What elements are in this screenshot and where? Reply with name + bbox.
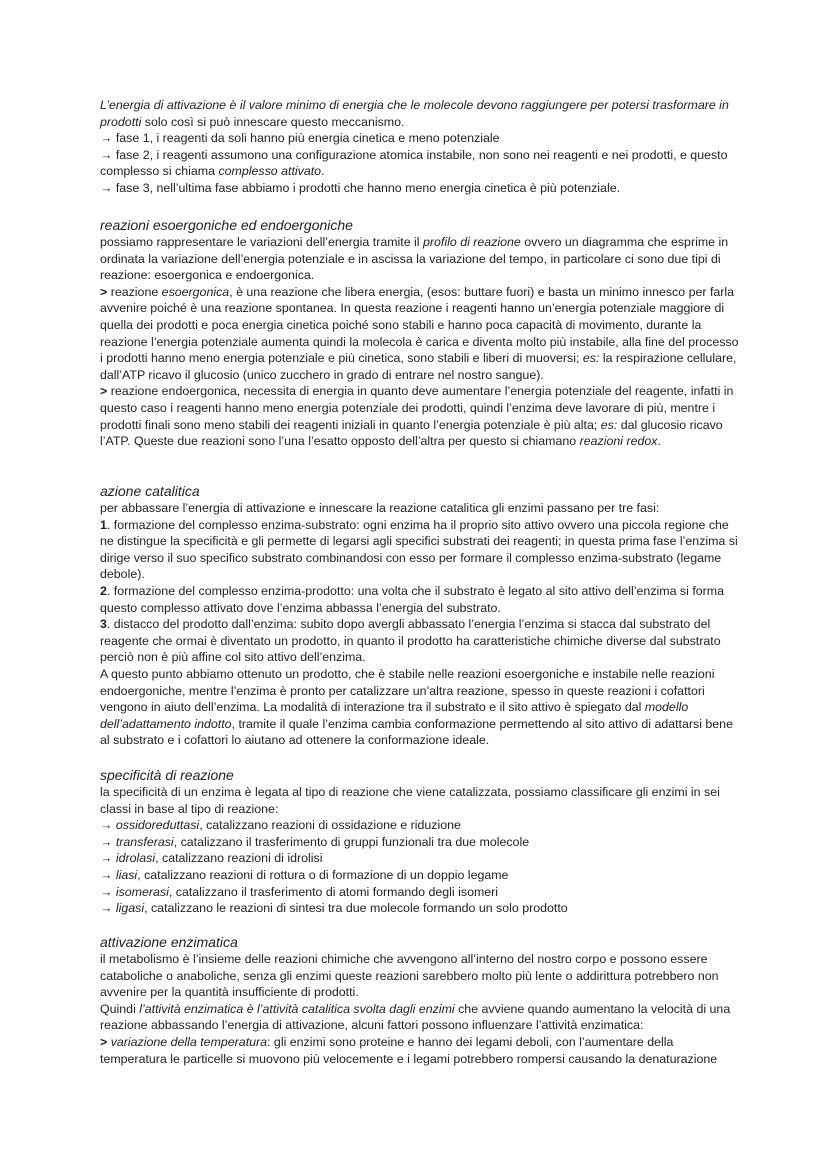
definition-tail: solo così si può innescare questo meccanismo. xyxy=(141,114,405,129)
list-item xyxy=(100,817,740,834)
section-attivazione-enzimatica xyxy=(100,933,740,1067)
phase-2 xyxy=(100,147,740,180)
paragraph xyxy=(100,1001,740,1034)
paragraph xyxy=(100,284,740,384)
text: . xyxy=(657,434,661,449)
term: esoergonica xyxy=(161,284,230,299)
paragraph: per abbassare l’energia di attivazione e innescare la reazione catalitica gli enzimi passano per tre fasi: xyxy=(100,501,660,515)
text: , catalizzano reazioni di idrolisi xyxy=(155,851,323,866)
arrow: → xyxy=(100,867,116,882)
text: : gli enzimi sono proteine e hanno dei legami deboli, con l’aumentare della temperatura le particelle si muovono più velocemente e i legami potrebbero rompersi causando la denaturazione xyxy=(100,1034,718,1066)
text: , è una reazione che libera energia, (esos: buttare fuori) e basta un minimo innesco per farla avvenire poiché è una reazione spontanea. In questa reazione i reagenti hanno un’energia potenziale maggiore di quella dei prodotti e poca energia cinetica poiché sono stabili e hanno poca capacità di movimento, durante la reazione l’energia potenziale aumenta quindi la molecola è carica e diventa molto più instabile, alla fine del processo i prodotti hanno meno energia potenziale e più cinetica, sono stabili e liberi di muoversi; xyxy=(100,284,739,366)
term: liasi xyxy=(115,867,138,882)
paragraph: la specificità di un enzima è legata al tipo di reazione che viene catalizzata, possiamo classificare gli enzimi in sei classi in base al tipo di reazione: xyxy=(100,785,720,816)
text: , tramite il quale l’enzima cambia conformazione permettendo al sito attivo di adattarsi bene al substrato e i cofattori lo aiutano ad ottenere la conformazione ideale. xyxy=(100,716,733,748)
term: idrolasi xyxy=(115,851,156,866)
text: reazione endoergonica, necessita di energia in quanto deve aumentare l’energia potenziale del reagente, infatti in questo caso i reagenti hanno meno energia potenziale dei prodotti, quindi l’enzima deve lavorare di più, mentre i prodotti finali sono meno stabili dei reagenti iniziali in quanto l’energia potenziale è più alta; xyxy=(100,384,734,432)
section-azione-catalitica xyxy=(100,482,740,749)
phase-2-text: → fase 2, i reagenti assumono una configurazione atomica instabile, non sono nei reagenti e nei prodotti, e questo complesso si chiama xyxy=(100,147,728,179)
text: . formazione del complesso enzima-prodotto: una volta che il substrato è legato al sito attivo dell’enzima si forma questo complesso attivato dove l’enzima abbassa l’energia del substrato. xyxy=(100,583,724,615)
text: . formazione del complesso enzima-substrato: ogni enzima ha il proprio sito attivo ovvero una piccola regione che ne distingue la specificità e gli permette di legarsi agli specifici substrati dei reagenti; in questa prima fase l’enzima si dirige verso il suo specifico substrato combinandosi con esso per formare il complesso enzima-substrato (legame debole). xyxy=(100,517,738,582)
phase-3: → fase 3, nell’ultima fase abbiamo i prodotti che hanno meno energia cinetica è più potenziale. xyxy=(100,180,621,195)
text: che avviene quando aumentano la velocità di una reazione abbassando l’energia di attivazione, alcuni fattori possono influenzare l’attività enzimatica: xyxy=(100,1001,731,1033)
numbered-item xyxy=(100,517,740,583)
text: possiamo rappresentare le variazioni dell’energia tramite il xyxy=(100,235,424,249)
term: es: xyxy=(600,417,618,432)
list-item xyxy=(100,834,740,851)
list-item xyxy=(100,884,740,901)
text: , catalizzano il trasferimento di gruppi funzionali tra due molecole xyxy=(173,834,530,849)
phase-2-end: . xyxy=(321,164,325,179)
section-specificita xyxy=(100,766,740,917)
term: reazioni redox xyxy=(579,434,658,449)
text: ovvero un diagramma che esprime in ordinata la variazione dell’energia potenziale e in ascissa la variazione del tempo, in particolare ci sono due tipi di reazione: esoergonica e endoergonica. xyxy=(100,235,729,283)
section-eso-endo xyxy=(100,216,740,450)
section-heading: specificità di reazione xyxy=(100,767,234,783)
term: isomerasi xyxy=(115,884,169,899)
arrow: → xyxy=(100,818,116,833)
numbered-item xyxy=(100,616,740,666)
arrow: → xyxy=(100,901,116,916)
term: variazione della temperatura xyxy=(107,1034,268,1049)
list-item xyxy=(100,867,740,884)
intro-definition xyxy=(100,97,740,130)
text: la respirazione cellulare, dall’ATP ricavo il glucosio (unico zucchero in grado di entrare nel nostro sangue). xyxy=(100,351,737,382)
text: , catalizzano reazioni di rottura o di formazione di un doppio legame xyxy=(137,867,509,882)
paragraph xyxy=(100,1034,740,1067)
arrow: → xyxy=(100,884,116,899)
list-item xyxy=(100,850,740,867)
phase-1: → fase 1, i reagenti da soli hanno più energia cinetica e meno potenziale xyxy=(100,131,500,146)
term: ligasi xyxy=(115,901,145,916)
bullet-marker: > xyxy=(100,284,108,299)
definition-italic: L’energia di attivazione è il valore minimo di energia che le molecole devono raggiungere per potersi trasformare in prodotti xyxy=(100,98,729,129)
paragraph xyxy=(100,666,740,749)
text: , catalizzano il trasferimento di atomi formando degli isomeri xyxy=(168,884,499,899)
section-heading: attivazione enzimatica xyxy=(100,934,238,950)
intro-section xyxy=(100,97,740,197)
term: es: xyxy=(582,351,600,366)
text: dal glucosio ricavo l’ATP. Queste due reazioni sono l’una l’esatto opposto dell’altra per questo si chiamano xyxy=(100,417,723,449)
section-heading: reazioni esoergoniche ed endoergoniche xyxy=(100,217,353,233)
arrow: → xyxy=(100,834,116,849)
text: , catalizzano reazioni di ossidazione e riduzione xyxy=(199,818,461,833)
term: modello dell’adattamento indotto xyxy=(100,700,689,731)
item-number: 1 xyxy=(100,517,107,532)
bullet-marker: > xyxy=(100,1034,108,1049)
paragraph xyxy=(100,383,740,449)
list-item xyxy=(100,900,740,917)
term: l’attività enzimatica è l’attività catalitica svolta dagli enzimi xyxy=(139,1001,455,1016)
term: profilo di reazione xyxy=(423,235,521,249)
arrow: → xyxy=(100,851,116,866)
paragraph xyxy=(100,234,740,284)
text: reazione xyxy=(107,284,162,299)
term: ossidoreduttasi xyxy=(115,818,200,833)
text: . distacco del prodotto dall’enzima: subito dopo avergli abbassato l’energia l’enzima si stacca dal substrato del reagente che ormai è diventato un prodotto, in quanto il prodotto ha caratteristiche chimiche diverse dal substrato perciò non è più affine col sito attivo dell’enzima. xyxy=(100,617,721,665)
bullet-marker: > xyxy=(100,384,108,399)
phase-2-term: complesso attivato xyxy=(218,164,322,179)
text: Quindi xyxy=(100,1001,140,1016)
item-number: 2 xyxy=(100,583,107,598)
paragraph: il metabolismo è l’insieme delle reazioni chimiche che avvengono all’interno del nostro corpo e possono essere cataboliche o anaboliche, senza gli enzimi queste reazioni sarebbero molto più lente o addirittura potrebbero non avvenire per la quantità insufficiente di prodotti. xyxy=(100,952,719,1000)
text: A questo punto abbiamo ottenuto un prodotto, che è stabile nelle reazioni esoergoniche e instabile nelle reazioni endoergoniche, mentre l’enzima è pronto per catalizzare un’altra reazione, spesso in queste reazioni i cofattori vengono in aiuto dell’enzima. La modalità di interazione tra il substrato e il sito attivo è spiegato dal xyxy=(100,666,715,715)
numbered-item xyxy=(100,583,740,616)
term: transferasi xyxy=(115,834,174,849)
text: , catalizzano le reazioni di sintesi tra due molecole formando un solo prodotto xyxy=(144,901,568,916)
section-heading: azione catalitica xyxy=(100,483,200,499)
item-number: 3 xyxy=(100,617,107,632)
